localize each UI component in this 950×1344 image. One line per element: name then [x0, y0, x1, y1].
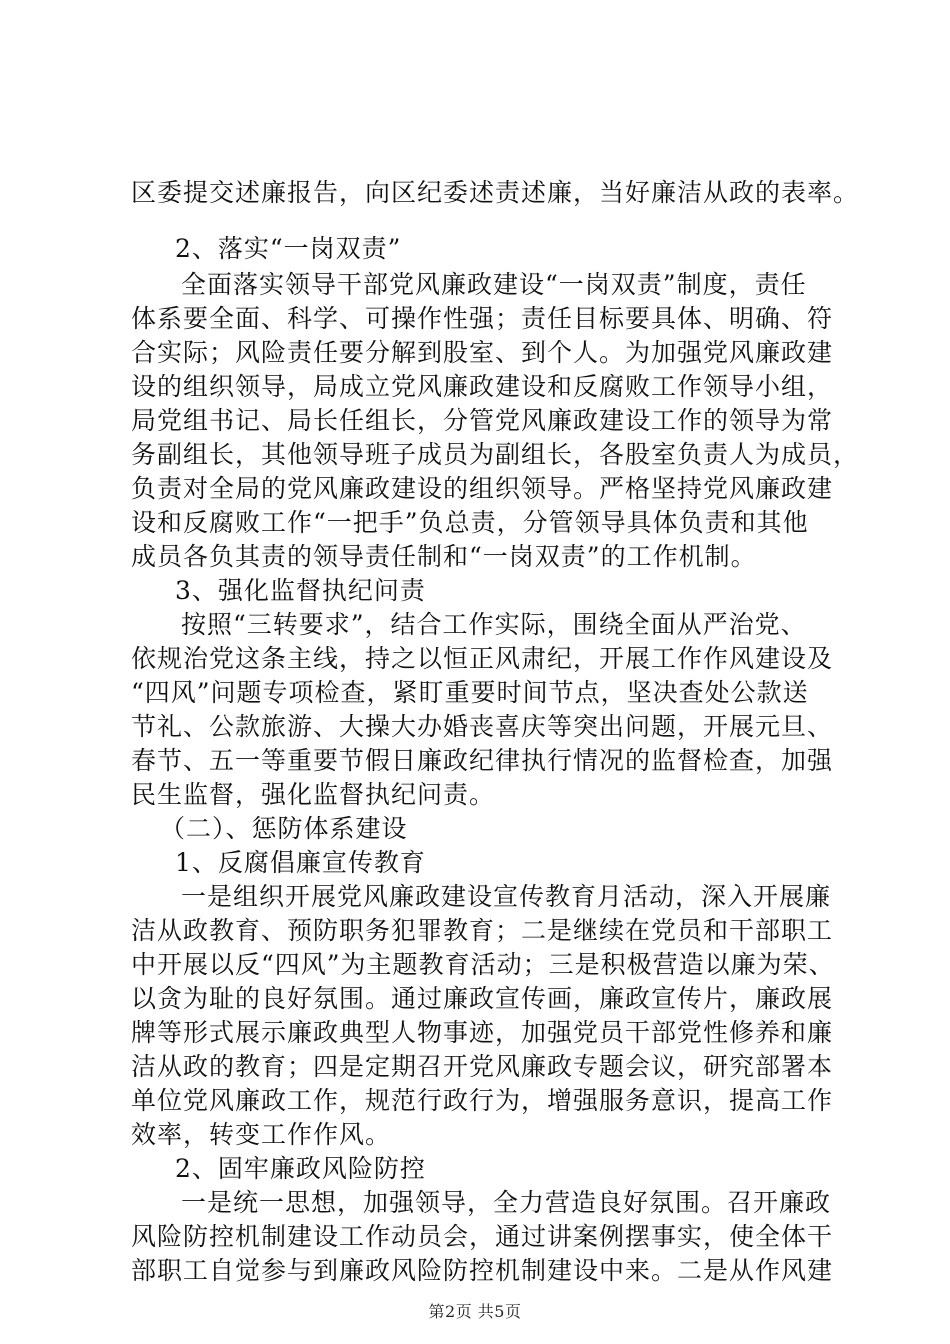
body-text-line: 全面落实领导干部党风廉政建设“一岗双责”制度，责任: [181, 270, 807, 299]
body-text-line: 中开展以反“四风”为主题教育活动；三是积极营造以廉为荣、: [131, 950, 835, 979]
body-text-line: 节礼、公款旅游、大操大办婚丧喜庆等突出问题，开展元旦、: [131, 712, 834, 741]
body-text-line: 体系要全面、科学、可操作性强；责任目标要具体、明确、符: [131, 304, 834, 333]
body-text-line: 设和反腐败工作“一把手”负总责，分管领导具体负责和其他: [131, 508, 809, 537]
body-text-line: 一是统一思想，加强领导，全力营造良好氛围。召开廉政: [181, 1188, 832, 1217]
body-text-line: 局党组书记、局长任组长，分管党风廉政建设工作的领导为常: [131, 406, 834, 435]
body-text-line: 按照“三转要求”，结合工作实际，围绕全面从严治党、: [181, 610, 807, 639]
body-text-line: 区委提交述廉报告，向区纪委述责述廉，当好廉洁从政的表率。: [131, 178, 860, 207]
body-text-line: 负责对全局的党风廉政建设的组织领导。严格坚持党风廉政建: [131, 474, 834, 503]
body-text-line: 春节、五一等重要节假日廉政纪律执行情况的监督检查，加强: [131, 746, 834, 775]
body-text-line: 民生监督，强化监督执纪问责。: [131, 780, 496, 809]
body-text-line: 成员各负其责的领导责任制和“一岗双责”的工作机制。: [131, 542, 757, 571]
section-heading: 2、固牢廉政风险防控: [175, 1154, 426, 1183]
body-text-line: 依规治党这条主线，持之以恒正风肃纪，开展工作作风建设及: [131, 644, 834, 673]
body-text-line: 设的组织领导，局成立党风廉政建设和反腐败工作领导小组，: [131, 372, 834, 401]
body-text-line: 单位党风廉政工作，规范行政行为，增强服务意识，提高工作: [131, 1086, 834, 1115]
section-heading: 3、强化监督执纪问责: [175, 576, 426, 605]
body-text-line: 效率，转变工作作风。: [131, 1120, 392, 1149]
body-text-line: 一是组织开展党风廉政建设宣传教育月活动，深入开展廉: [181, 882, 832, 911]
body-text-line: 洁从政的教育；四是定期召开党风廉政专题会议，研究部署本: [131, 1052, 834, 1081]
body-text-line: 洁从政教育、预防职务犯罪教育；二是继续在党员和干部职工: [131, 916, 834, 945]
body-text-line: 以贪为耻的良好氛围。通过廉政宣传画，廉政宣传片，廉政展: [131, 984, 834, 1013]
page-number-footer: 第2页 共5页: [428, 1302, 522, 1321]
section-heading: 1、反腐倡廉宣传教育: [175, 848, 426, 877]
body-text-line: 部职工自觉参与到廉政风险防控机制建设中来。二是从作风建: [131, 1256, 834, 1285]
body-text-line: “四风”问题专项检查，紧盯重要时间节点，坚决查处公款送: [131, 678, 809, 707]
section-heading: （二）、惩防体系建设: [160, 814, 408, 843]
body-text-line: 合实际；风险责任要分解到股室、到个人。为加强党风廉政建: [131, 338, 834, 367]
body-text-line: 务副组长，其他领导班子成员为副组长，各股室负责人为成员，: [131, 440, 860, 469]
body-text-line: 风险防控机制建设工作动员会，通过讲案例摆事实，使全体干: [131, 1222, 834, 1251]
section-heading: 2、落实“一岗双责”: [175, 234, 402, 263]
body-text-line: 牌等形式展示廉政典型人物事迹，加强党员干部党性修养和廉: [131, 1018, 834, 1047]
